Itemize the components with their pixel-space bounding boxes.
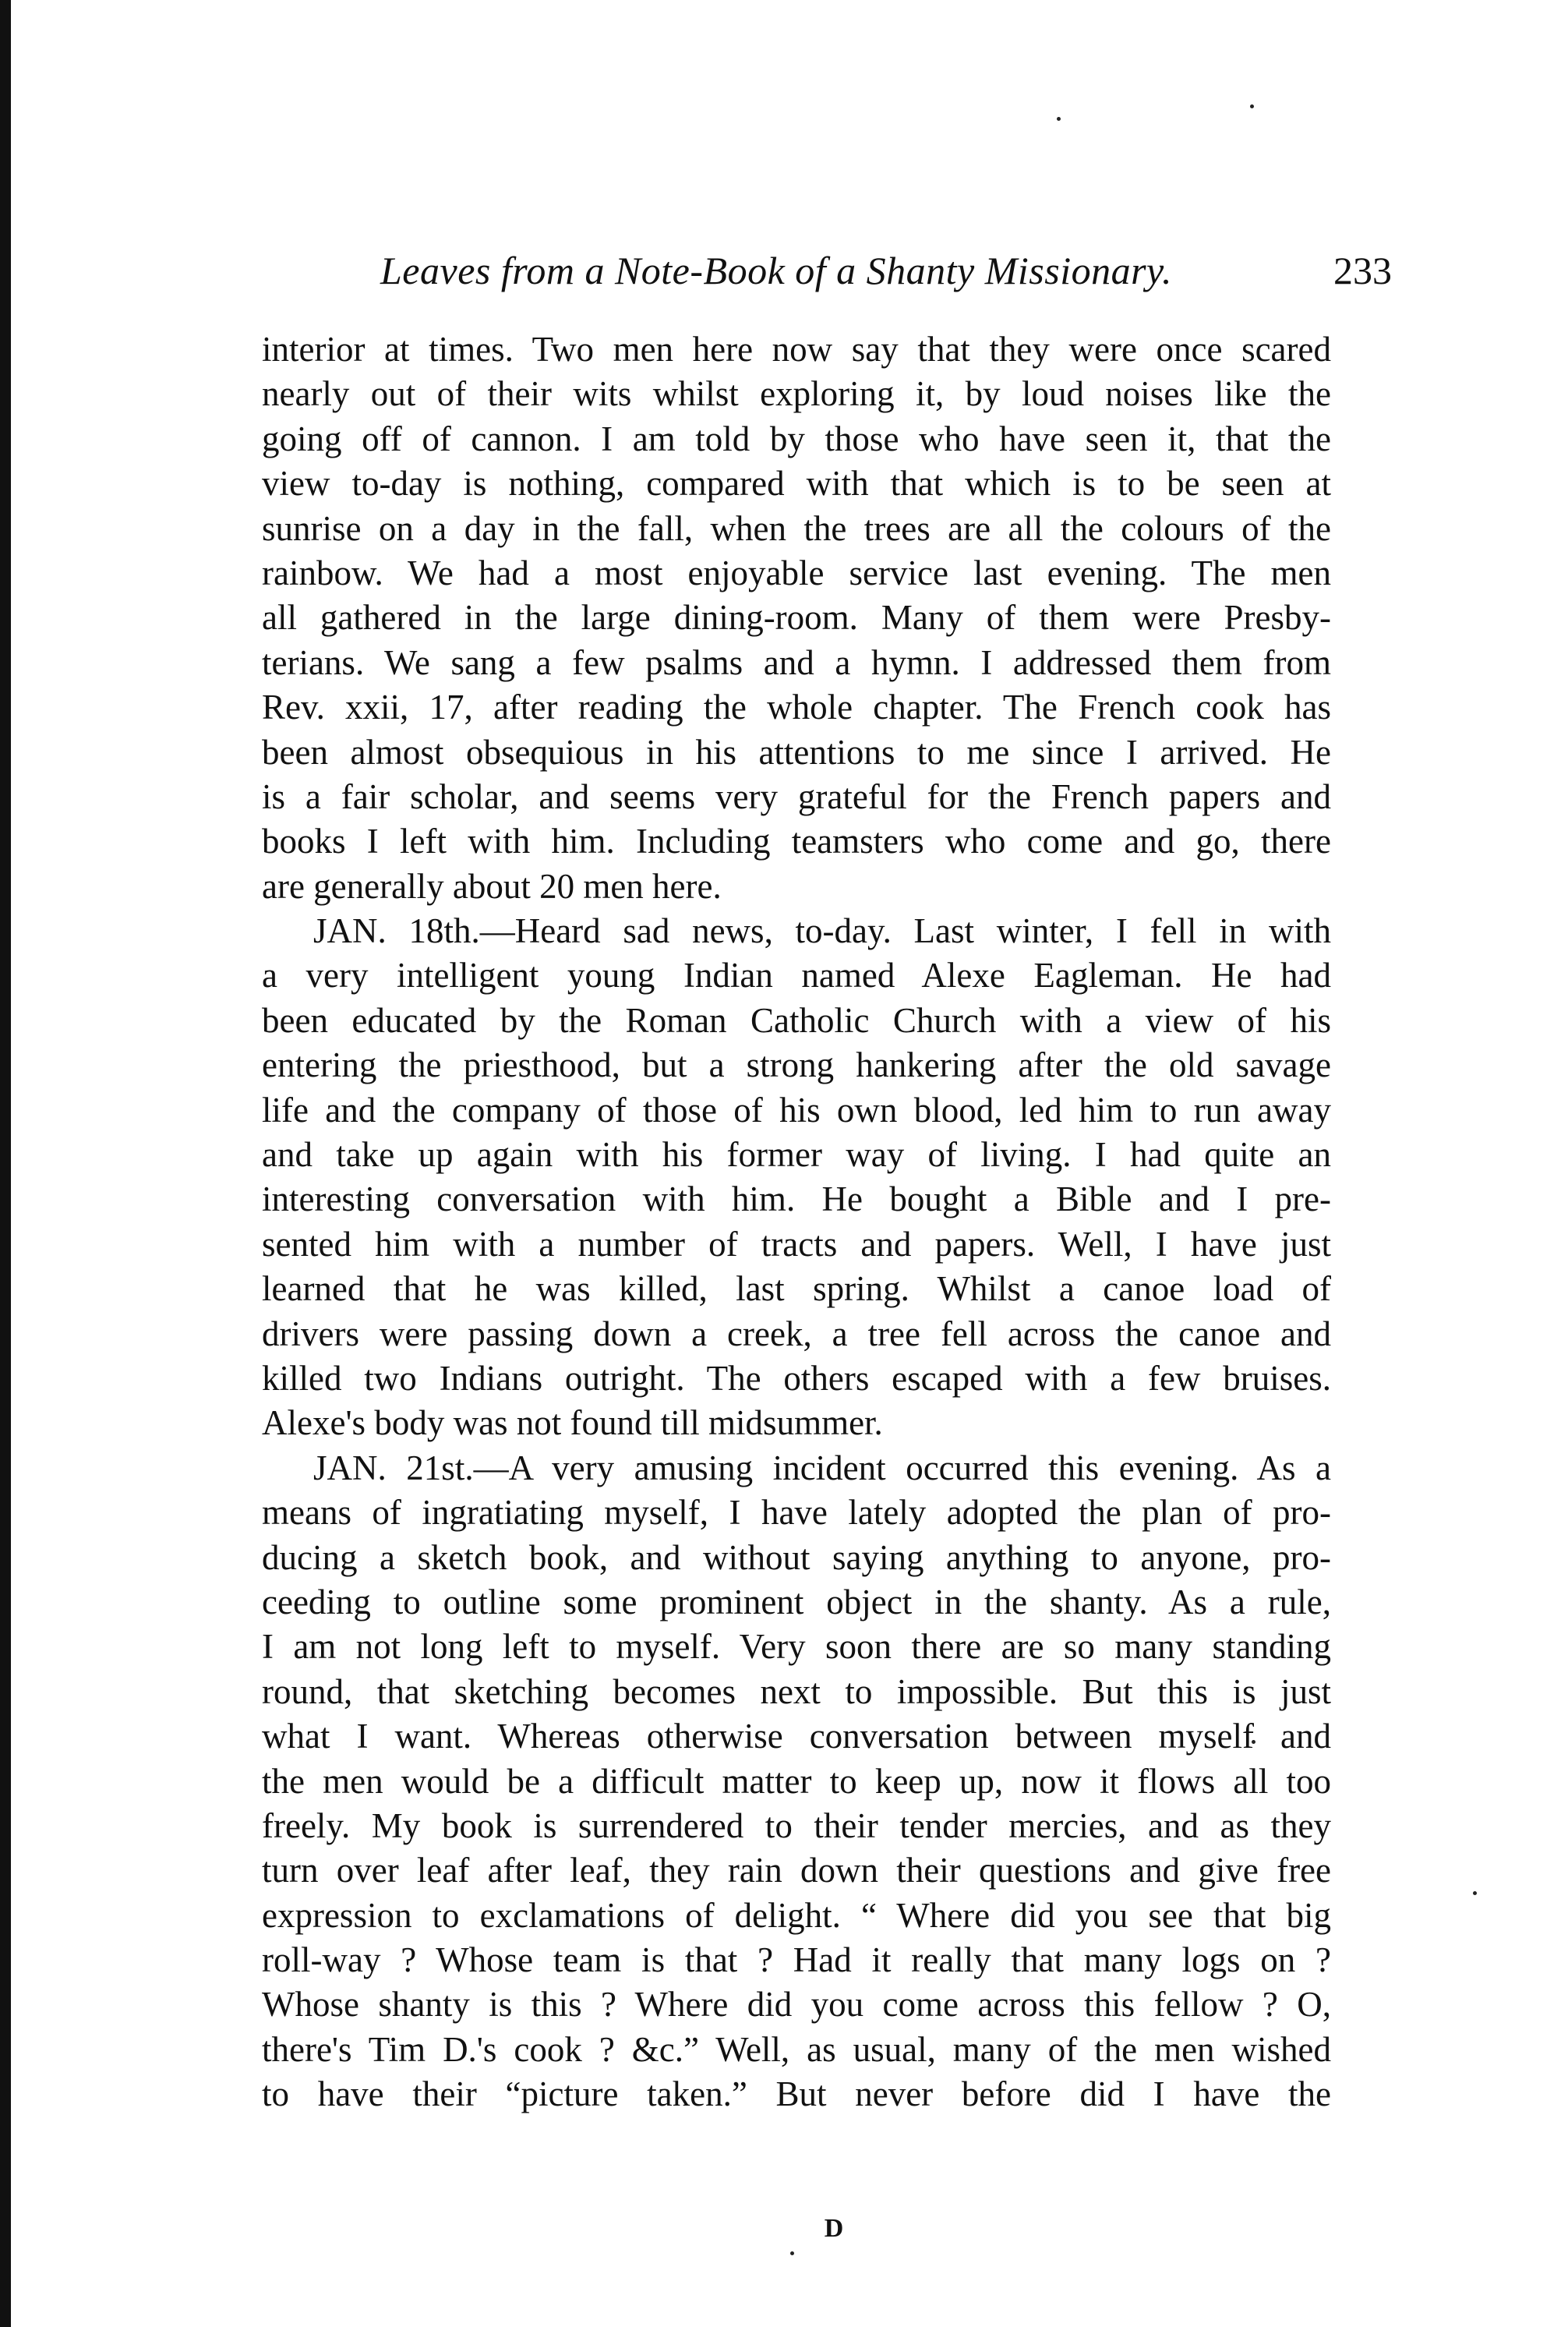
speck-mark [1057, 117, 1061, 121]
text-line: there's Tim D.'s cook ? &c.” Well, as usual, many of the men wished [262, 2029, 1331, 2069]
text-line: rainbow. We had a most enjoyable service last evening. The men [262, 553, 1331, 592]
text-line: sented him with a number of tracts and papers. Well, I have just [262, 1224, 1331, 1264]
text-line: Alexe's body was not found till midsummer. [262, 1403, 883, 1443]
entry-heading-line: JAN. 18th.—Heard sad news, to-day. Last winter, I fell in with [313, 911, 1331, 951]
speck-mark [1473, 1891, 1477, 1895]
text-line: round, that sketching becomes next to impossible. But this is just [262, 1671, 1331, 1711]
text-line: learned that he was killed, last spring. Whilst a canoe load of [262, 1269, 1331, 1309]
text-line: interesting conversation with him. He bought a Bible and I pre- [262, 1179, 1331, 1219]
text-line: ducing a sketch book, and without saying anything to anyone, pro- [262, 1537, 1331, 1577]
body-text [262, 327, 1331, 2117]
text-line: freely. My book is surrendered to their tender mercies, and as they [262, 1805, 1331, 1845]
text-line: drivers were passing down a creek, a tree fell across the canoe and [262, 1314, 1331, 1353]
signature-mark: D [824, 2214, 844, 2243]
text-line: means of ingratiating myself, I have lately adopted the plan of pro- [262, 1493, 1331, 1533]
speck-mark [1250, 104, 1254, 108]
text-line: nearly out of their wits whilst exploring it, by loud noises like the [262, 374, 1331, 414]
text-line: ceeding to outline some prominent object in the shanty. As a rule, [262, 1582, 1331, 1621]
text-line: what I want. Whereas otherwise conversation between myself and [262, 1717, 1331, 1756]
text-line: terians. We sang a few psalms and a hymn. I addressed them from [262, 642, 1331, 682]
text-line: and take up again with his former way of living. I had quite an [262, 1135, 1331, 1175]
binding-edge [0, 0, 11, 2327]
text-line: sunrise on a day in the fall, when the trees are all the colours of the [262, 508, 1331, 548]
text-line: been educated by the Roman Catholic Church with a view of his [262, 1000, 1331, 1040]
text-line: Whose shanty is this ? Where did you come across this fellow ? O, [262, 1985, 1331, 2025]
text-line: expression to exclamations of delight. “ Where did you see that big [262, 1895, 1331, 1935]
text-line: killed two Indians outright. The others escaped with a few bruises. [262, 1358, 1331, 1398]
text-line: interior at times. Two men here now say that they were once scared [262, 330, 1331, 369]
text-line: a very intelligent young Indian named Alexe Eagleman. He had [262, 956, 1331, 996]
text-line: are generally about 20 men here. [262, 866, 722, 906]
text-line: all gathered in the large dining-room. Many of them were Presby- [262, 598, 1331, 638]
running-head [380, 248, 1393, 302]
text-line: to have their “picture taken.” But never before did I have the [262, 2074, 1331, 2114]
entry-heading-line: JAN. 21st.—A very amusing incident occurred this evening. As a [313, 1448, 1331, 1487]
speck-mark [790, 2251, 794, 2255]
text-line: been almost obsequious in his attentions to me since I arrived. He [262, 732, 1331, 772]
text-line: books I left with him. Including teamsters who come and go, there [262, 822, 1331, 861]
text-line: the men would be a difficult matter to keep up, now it flows all too [262, 1761, 1331, 1801]
text-line: going off of cannon. I am told by those who have seen it, that the [262, 419, 1331, 458]
text-line: roll-way ? Whose team is that ? Had it really that many logs on ? [262, 1940, 1331, 1980]
text-line: is a fair scholar, and seems very grateful for the French papers and [262, 776, 1331, 816]
running-title: Leaves from a Note-Book of a Shanty Missionary. [380, 249, 1172, 292]
text-line: Rev. xxii, 17, after reading the whole chapter. The French cook has [262, 688, 1331, 727]
text-line: turn over leaf after leaf, they rain down their questions and give free [262, 1851, 1331, 1890]
page-number: 233 [1333, 249, 1392, 292]
text-line: I am not long left to myself. Very soon there are so many standing [262, 1627, 1331, 1667]
text-line: life and the company of those of his own blood, led him to run away [262, 1090, 1331, 1130]
text-line: entering the priesthood, but a strong hankering after the old savage [262, 1045, 1331, 1085]
text-line: view to-day is nothing, compared with that which is to be seen at [262, 464, 1331, 504]
